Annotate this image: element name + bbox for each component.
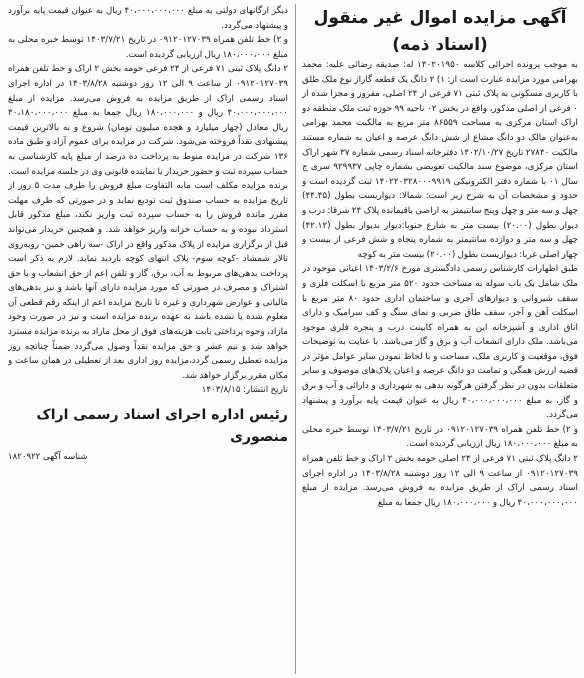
paragraph-phone-line: و ۲) خط تلفن همراه ۰۹۱۲۰۱۲۷۰۳۹ در تاریخ ۱۴۰۳/۷/۲۱ توسط خبره محلی به مبلغ ۱۸۰،۰۰۰،۰۰۰ ریال ارزیابی گردیده است.	[302, 424, 578, 450]
column-divider	[295, 4, 296, 674]
notice-title: آگهی مزایده اموال غیر منقول	[313, 8, 567, 28]
notice-subtitle: (اسناد ذمه)	[392, 35, 488, 55]
paragraph-auction-conditions: ۲ دانگ پلاک ثبتی ۷۱ فرعی از ۲۴ فرعی حومه بخش ۲ اراک و خط تلفن همراه ۰۹۱۲۰۱۲۷۰۳۹ از ساعت ۹ الی ۱۲ روز دوشنبه ۱۴۰۳/۸/۲۸ در اداره اجرای اسناد رسمی اراک از طریق مزایده به فروش می‌رسد. مزایده از مبلغ ۴۰،۰۰۰،۰۰۰،۰۰۰ ریال و ۱۸۰،۰۰۰،۰۰۰ ریال جمعا به مبلغ ۴۰،۱۸۰،۰۰۰،۰۰۰ ریال معادل (چهار میلیارد و هجده میلیون تومان) شروع و به بالاترین قیمت پیشنهادی نقداً فروخته می‌شود. شرکت در مزایده برای عموم آزاد و طبق ماده ۱۳۶ شرکت در مزایده منوط به پرداخت ده درصد از مبلغ پایه کارشناسی به حساب سپرده ثبت و حضور خریدار یا نماینده قانونی وی در جلسه مزایده است. برنده مزایده مکلف است مابه التفاوت مبلغ فروش را ظرف مدت ۵ روز از تاریخ مزایده به حساب صندوق ثبت تودیع نماید و در صورتی که ظرف مهلت مقرر مانده فروش را به حساب سپرده ثبت واریز نکند، مبلغ مذکور قابل استرداد نبوده و به حساب خزانه واریز خواهد شد. و همچنین خریدار می‌تواند قبل از برگزاری مزایده از پلاک مذکور واقع در اراک -سه راهی خمین- روبه‌روی تالار شمشاد -کوچه سوم- پلاک انتهای کوچه بازدید نماید. لازم به ذکر است پرداخت بدهی‌های مربوط به آب، برق، گاز و تلفن اعم از حق انشعاب و یا حق اشتراک و مصرف در صورتی که مورد مزایده دارای آنها باشد و نیز بدهی‌های مالیاتی و عوارض شهرداری و غیره تا تاریخ مزایده اعم از اینکه رقم قطعی آن معلوم شده یا نشده باشد به عهده برنده مزایده است و نیز در صورت وجود مازاد، وجوه پرداختی بابت هزینه‌های فوق از محل مازاد به برنده مزایده مسترد خواهد شد و نیم عشر و حق مزایده نقداً وصول می‌گردد ضمناً چنانچه روز مزایده تعطیل رسمی گردد،مزایده روز اداری بعد از تعطیلی در همان ساعت و مکان مقرر برگزار خواهد شد.	[8, 64, 288, 381]
paragraph-phone-line-2: و ۲) خط تلفن همراه ۰۹۱۲۰۱۲۷۰۳۹ در تاریخ ۱۴۰۳/۷/۲۱ توسط خبره محلی به مبلغ ۱۸۰،۰۰۰،۰۰۰ ریال ارزیابی گردیده است.	[8, 35, 288, 60]
ad-id: شناسه آگهی ۱۸۲۰۹۲۲	[8, 452, 88, 463]
paragraph-expert-assessment: طبق اظهارات کارشناس رسمی دادگستری مورخ ۱۴۰۳/۲/۶ اعیانی موجود در ملک شامل یک باب سوله به مساحت حدود ۵۲۰ متر مربع با اسکلت فلزی و سقف شیروانی و دیوارهای آجری و ساختمان اداری حدود ۸۰ متر مربع با اسکلت آهن و آجر، سقف طاق ضربی و نمای سنگ و کف سرامیک و دارای اتاق اداری و آشپزخانه این به همراه کابینت درب و پنجره فلزی موجود می‌باشد. ملک دارای انشعاب آب و برق و گاز می‌باشد. با عنایت به توضیحات فوق، موقعیت و کاربری ملک، مساحت و با لحاظ نمودن سایر عوامل مؤثر در قضیه ارزش همگی و تمامت دو دانگ عرصه و اعیان پلاک‌های موصوف و سایر متعلقات بدون در نظر گرفتن هرگونه بدهی به شهرداری و دارائی و آب و برق و گاز، به مبلغ ۴۰،۰۰۰،۰۰۰،۰۰۰ ریال به عنوان قیمت پایه برآورد و پیشنهاد می‌گردد.	[302, 264, 578, 421]
signature-title: رئیس اداره اجرای اسناد رسمی اراک	[36, 407, 288, 424]
signature-name: منصوری	[230, 429, 288, 446]
right-column	[302, 4, 578, 674]
paragraph-property-description: به موجب پرونده اجرائی کلاسه ۱۴۰۲۰۱۹۵۰ له: صدیقه رضائی علیه: محمد بهرامی مورد مزایده عبارت است از: ۱) ۲ دانگ یک قطعه گاراژ نوع ملک طلق با کاربری مسکونی به پلاک ثبتی ۷۱ فرعی از ۲۴ اصلی، مفروز و مجزا شده از ۰ فرعی از اصلی مذکور، واقع در بخش ۰۲ ناحیه ۹۹ حوزه ثبت ملک منطقه دو اراک استان مرکزی به مساحت ۸۶۵۵۹ متر مربع به مالکیت محمد بهرامی به‌عنوان مالک دو دانگ مشاع از شش دانگ عرصه و اعیان به شماره مستند مالکیت ۲۷۸۴۰ تاریخ ۱۴۰۲/۱۰/۲۷ دفترخانه اسناد رسمی شماره ۳۷ شهر اراک استان مرکزی، موضوع سند مالکیت تعویضی بشماره چاپی ۹۲۹۹۳۷ سری ج سال ۰۱ با شماره دفتر الکترونیکی ۱۴۰۲۲۰۳۲۸۰۰۰۹۹۱۹ ثبت گردیده است و حدود و مشخصات آن به شرح زیر است: شمالا: دیواریست بطول (۴۴.۴۵) چهل و سه متر و چهل وپنج سانتیمتر به اراضی باقیمانده پلاک ۲۴ شرقا: درب و دیوار بطول (۲۰.۰۰) بیست متر به شارع جنوبا:دیوار بدیوار بطول (۴۲.۱۲) چهل و سه متر و دوازده سانتیمتر به شماره پنجاه و شش فرعی از بیست و چهار اصلی غربا: دیواریست بطول (۲۰.۰۰) بیست متر به کوچه	[302, 60, 578, 260]
paragraph-auction-terms: ۲ دانگ پلاک ثبتی ۷۱ فرعی از ۲۴ اصلی حومه بخش ۲ اراک و خط تلفن همراه ۰۹۱۲۰۱۲۷۰۳۹ از ساعت ۹ الی ۱۲ روز دوشنبه ۱۴۰۳/۸/۲۸ در اداره اجرای اسناد رسمی اراک از طریق مزایده به فروش می‌رسد. مزایده از مبلغ ۴۰،۰۰۰،۰۰۰،۰۰۰ ریال و ۱۸۰،۰۰۰،۰۰۰ ریال جمعا به مبلغ	[302, 454, 578, 508]
left-column	[8, 4, 288, 674]
publication-date: تاریخ انتشار: ۱۴۰۳/۸/۱۵	[201, 385, 288, 396]
paragraph-base-price: دیگر ارگانهای دولتی به مبلغ ۴۰،۰۰۰،۰۰۰،۰۰۰ ریال به عنوان قیمت پایه برآورد و پیشنهاد می‌گردد.	[8, 6, 288, 31]
